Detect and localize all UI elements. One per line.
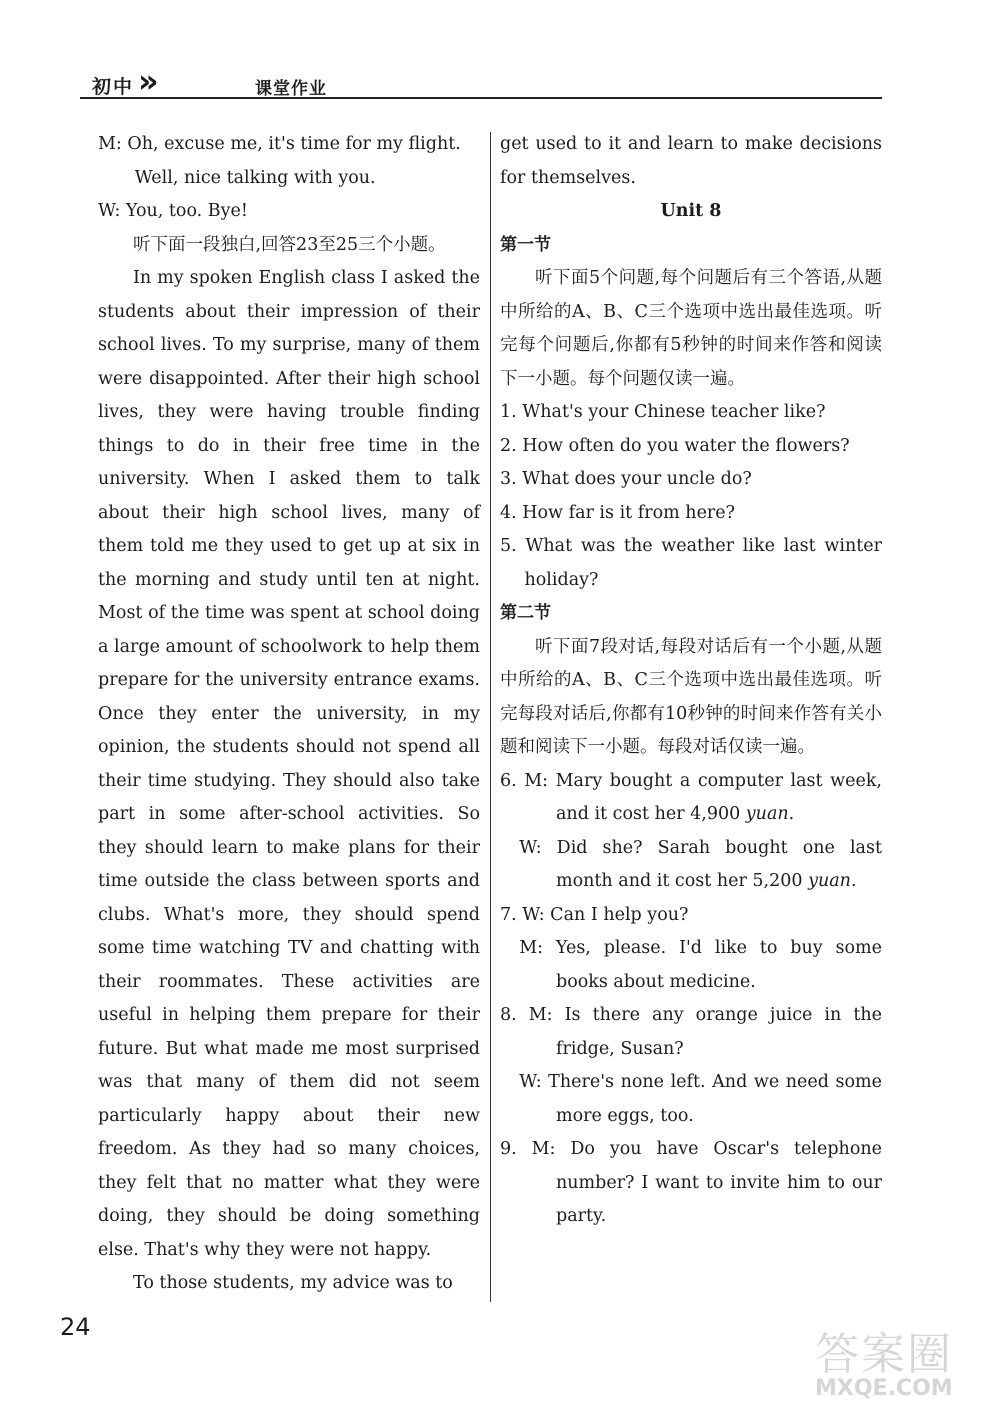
section-1-heading: 第一节	[500, 234, 551, 255]
watermark-site: MXQE.COM	[815, 1376, 953, 1401]
right-column	[500, 128, 882, 1234]
left-column	[98, 128, 480, 1301]
chevron-icon: »	[138, 62, 151, 100]
section-instruction: 听下面一段独白,回答23至25三个小题。	[133, 234, 446, 255]
watermark-logo	[815, 1318, 990, 1401]
monologue-passage-end: To those students, my advice was to	[133, 1273, 453, 1293]
school-level: 初中	[92, 76, 135, 98]
page-number: 24	[60, 1313, 91, 1341]
watermark-glyph: 答案圈	[815, 1329, 953, 1380]
dialogue-item: 7. W: Can I help you?	[500, 904, 689, 925]
section-2-heading: 第二节	[500, 603, 551, 623]
question-item: 3. What does your uncle do?	[500, 469, 752, 489]
dialogue-item: 6. M: Mary bought a computer last week, and it cost her 4,900 yuan.	[500, 770, 882, 824]
monologue-passage: In my spoken English class I asked the students about their impression of their school lives. To my surprise, many of them were disappointed. After their high school lives, they were having trouble finding things to do in their free time in the university. When I asked them to talk about their high school lives, many of them told me they used to get up at six in the morning and study until ten at night. Most of the time was spent at school doing a large amount of schoolwork to help them prepare for the university entrance exams. Once they enter the university, in my opinion, the students should not spend all their time studying. They should also take part in some after-school activities. So they should learn to make plans for their time outside the class between sports and clubs. What's more, they should spend some time watching TV and chatting with their roommates. These activities are useful in helping them prepare for their future. But what made me most surprised was that many of them did not seem particularly happy about their new freedom. As they had so many choices, they felt that no matter what they were doing, they should be doing something else. That's why they were not happy.	[98, 268, 480, 1260]
dialogue-line: W: You, too. Bye!	[98, 201, 248, 221]
section-2-instruction: 听下面7段对话,每段对话后有一个小题,从题中所给的A、B、C三个选项中选出最佳选项。听完每段对话后,你都有10秒钟的时间来作答有关小题和阅读下一小题。每段对话仅读一遍。	[500, 636, 882, 757]
monologue-continuation: get used to it and learn to make decisions for themselves.	[500, 134, 882, 188]
unit-title: Unit 8	[660, 201, 722, 221]
dialogue-item: W: There's none left. And we need some more eggs, too.	[519, 1072, 882, 1126]
column-divider	[490, 132, 491, 1302]
header-rule	[80, 97, 882, 99]
question-item: 2. How often do you water the flowers?	[500, 435, 850, 456]
question-item: 5. What was the weather like last winter holiday?	[500, 536, 882, 590]
question-item: 4. How far is it from here?	[500, 502, 736, 523]
page-header	[80, 58, 882, 98]
dialogue-item: 8. M: Is there any orange juice in the fridge, Susan?	[500, 1005, 882, 1059]
section-1-instruction: 听下面5个问题,每个问题后有三个答语,从题中所给的A、B、C三个选项中选出最佳选项。听完每个问题后,你都有5秒钟的时间来作答和阅读下一小题。每个问题仅读一遍。	[500, 268, 882, 389]
question-item: 1. What's your Chinese teacher like?	[500, 402, 826, 422]
dialogue-item: W: Did she? Sarah bought one last month and it cost her 5,200 yuan.	[519, 837, 882, 891]
dialogue-item: M: Yes, please. I'd like to buy some books about medicine.	[519, 938, 882, 992]
dialogue-line: M: Oh, excuse me, it's time for my flight. Well, nice talking with you.	[98, 134, 461, 188]
dialogue-item: 9. M: Do you have Oscar's telephone number? I want to invite him to our party.	[500, 1139, 882, 1226]
book-series-title: 课堂作业	[255, 79, 327, 99]
